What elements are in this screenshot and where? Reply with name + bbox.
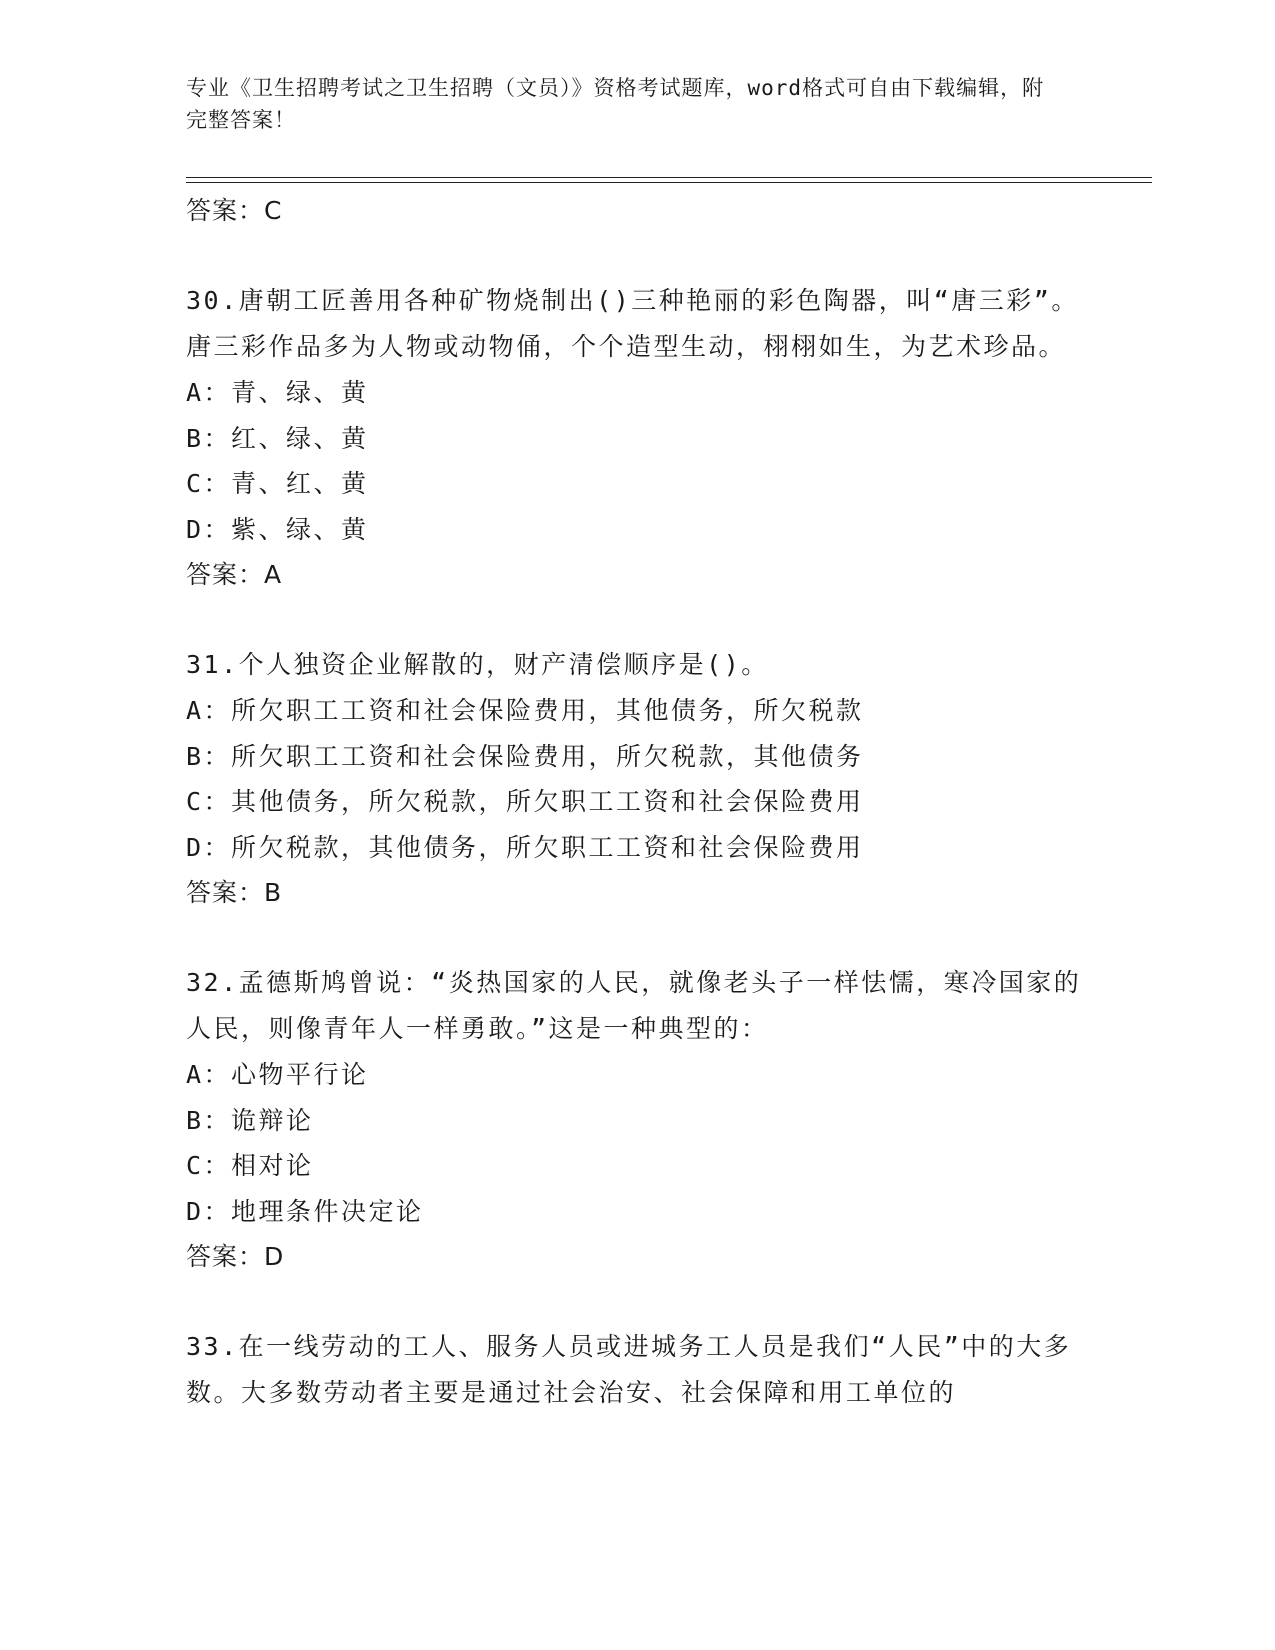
- option-d: D：地理条件决定论: [186, 1196, 424, 1226]
- question-stem: 31.个人独资企业解散的，财产清偿顺序是()。: [186, 650, 769, 679]
- option-b: B：红、绿、黄: [186, 423, 369, 453]
- answer-30: 答案：A: [186, 560, 283, 589]
- option-a: A：心物平行论: [186, 1060, 369, 1089]
- header-text: 专业《卫生招聘考试之卫生招聘（文员）》资格考试题库，word格式可自由下载编辑，附完整答案！: [186, 76, 1045, 132]
- option-c: C：相对论: [186, 1151, 314, 1180]
- question-32: [186, 960, 1086, 1280]
- option-a: A：青、绿、黄: [186, 378, 369, 407]
- question-31: [186, 642, 1086, 916]
- answer-31: 答案：B: [186, 878, 283, 907]
- option-d: D：紫、绿、黄: [186, 514, 369, 544]
- question-33: [186, 1324, 1086, 1416]
- question-stem: 33.在一线劳动的工人、服务人员或进城务工人员是我们“人民”中的大多数。大多数劳动者主要是通过社会治安、社会保障和用工单位的: [186, 1332, 1072, 1407]
- option-d: D：所欠税款，其他债务，所欠职工工资和社会保险费用: [186, 832, 864, 862]
- option-c: C：青、红、黄: [186, 469, 369, 498]
- question-stem: 32.孟德斯鸠曾说：“炎热国家的人民，就像老头子一样怯懦，寒冷国家的人民，则像青年人一样勇敢。”这是一种典型的：: [186, 968, 1082, 1043]
- question-stem: 30.唐朝工匠善用各种矿物烧制出()三种艳丽的彩色陶器，叫“唐三彩”。唐三彩作品多为人物或动物俑，个个造型生动，栩栩如生，为艺术珍品。: [186, 286, 1079, 361]
- answer-29: 答案：C: [186, 196, 283, 225]
- question-30: [186, 278, 1086, 598]
- header-divider-bottom: [186, 182, 1152, 183]
- option-b: B：所欠职工工资和社会保险费用，所欠税款，其他债务: [186, 741, 864, 771]
- option-c: C：其他债务，所欠税款，所欠职工工资和社会保险费用: [186, 787, 864, 816]
- option-b: B：诡辩论: [186, 1105, 314, 1135]
- option-a: A：所欠职工工资和社会保险费用，其他债务，所欠税款: [186, 696, 864, 725]
- header-divider-top: [186, 177, 1152, 178]
- question-list: [186, 188, 1086, 1416]
- answer-32: 答案：D: [186, 1242, 285, 1271]
